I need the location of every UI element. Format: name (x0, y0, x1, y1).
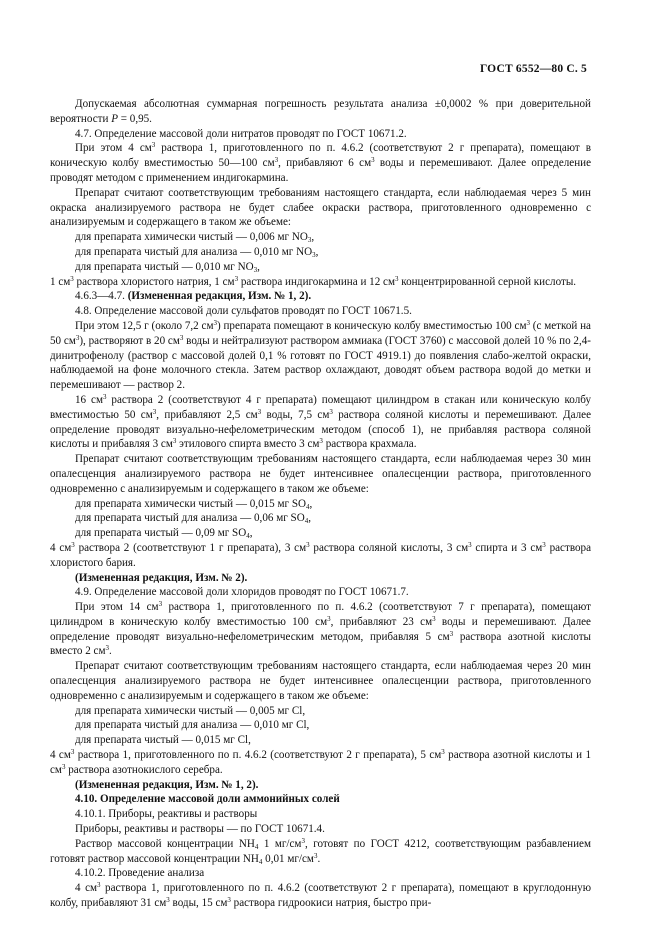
paragraph: 4.8. Определение массовой доли сульфатов проводят по ГОСТ 10671.5. (75, 305, 412, 318)
list-item: для препарата химически чистый — 0,006 мг $NO_3$, (75, 231, 315, 245)
paragraph: 4 $см^3$ раствора 2 (соответствуют 1 г препарата), 3 $см^3$ раствора соляной кислоты, 3 $см^3$ спирта и 3 $см^3$ раствора хлористого бария. (50, 540, 592, 569)
paragraph: Препарат считают соответствующим требованиям настоящего стандарта, если наблюдаемая через 20 мин опалесценция анализируемого раствора не будет интенсивнее опалесценции раствора, приготовленного одновременно с анализируемым и содержащего в таком же объеме: (50, 660, 591, 702)
page-header: ГОСТ 6552—80 С. 5 (479, 63, 587, 75)
paragraph: 1 $см^3$ раствора хлористого натрия, 1 $см^3$ раствора индигокармина и 12 $см^3$ концентрированной серной кислоты. (50, 274, 577, 288)
list-item: для препарата химически чистый — 0,005 мг Cl, (75, 704, 306, 717)
paragraph: 4 $см^3$ раствора 1, приготовленного по п. 4.6.2 (соответствуют 2 г препарата), 5 $см^3$ раствора азотной кислоты и 1 $см^3$ раствора азотнокислого серебра. (50, 748, 591, 776)
paragraph: 4.9. Определение массовой доли хлоридов проводят по ГОСТ 10671.7. (75, 586, 409, 599)
paragraph: 4.10.1. Приборы, реактивы и растворы (75, 808, 258, 821)
paragraph: 4.7. Определение массовой доли нитратов проводят по ГОСТ 10671.2. (75, 127, 407, 140)
paragraph: При этом 14 $см^3$ раствора 1, приготовленного по п. 4.6.2 (соответствуют 7 г препарата), помещают цилиндром в коническую колбу вместимостью 100 $см^3$, прибавляют 23 $см^3$ воды и перемешивают. Далее определение проводят визуально-нефелометрическим методом, прибавляя 5 $см^3$ раствора азотной кислоты вместо 2 $см^3$. (50, 600, 591, 658)
paragraph: 4.10. Определение массовой доли аммонийных солей (75, 793, 340, 806)
list-item: для препарата чистый — 0,015 мг Cl, (75, 734, 251, 747)
list-item: для препарата чистый для анализа — 0,06 мг $SO_4$, (75, 512, 311, 526)
paragraph: (Измененная редакция, Изм. № 2). (75, 571, 248, 584)
paragraph: При этом 12,5 г (около 7,2 $см^3$) препарата помещают в коническую колбу вместимостью 100 $см^3$ (с меткой на 50 $см^3$), растворяют в 20 $см^3$ воды и нейтрализуют раствором аммиака (ГОСТ 3760) с массовой долей 10 % по 2,4-динитрофенолу (раствор с массовой долей 0,1 % готовят по ГОСТ 4919.1) до появления слабо-желтой окраски, наблюдаемой на фоне молочного стекла. Затем раствор охлаждают, доводят объем раствора водой до метки и перемешивают — раствор 2. (50, 318, 591, 392)
paragraph: Препарат считают соответствующим требованиям настоящего стандарта, если наблюдаемая через 30 мин опалесценция анализируемого раствора не будет интенсивнее опалесценции раствора, приготовленного одновременно с анализируемым и содержащего в таком же объеме: (50, 453, 591, 495)
list-item: для препарата чистый — 0,010 мг $NO_3$, (75, 260, 260, 274)
list-item: для препарата чистый — 0,09 мг $SO_4$, (75, 527, 253, 541)
paragraph: Раствор массовой концентрации $NH_4$ 1 $мг/см^3$, готовят по ГОСТ 4212, соответствующим разбавлением готовят раствор массовой концентрации $NH_4$ 0,01 $мг/см^3$. (50, 836, 591, 866)
paragraph: 4.6.3—4.7. (Измененная редакция, Изм. № 1, 2). (75, 290, 312, 303)
paragraph: 16 $см^3$ раствора 2 (соответствуют 4 г препарата) помещают цилиндром в стакан или коническую колбу вместимостью 50 $см^3$, прибавляют 2,5 $см^3$ воды, 7,5 $см^3$ раствора соляной кислоты и перемешивают. Далее определение проводят визуально-нефелометрическим методом (способ 1), не прибавляя раствора соляной кислоты и прибавляя 3 $см^3$ этилового спирта вместо 3 $см^3$ раствора крахмала. (50, 392, 592, 451)
paragraph: Допускаемая абсолютная суммарная погрешность результата анализа ±0,0002 % при доверительной вероятности P = 0,95. (50, 98, 591, 125)
list-item: для препарата чистый для анализа — 0,010 мг $NO_3$, (75, 245, 319, 259)
list-item: для препарата чистый для анализа — 0,010 мг Cl, (75, 719, 310, 732)
document-body (50, 97, 591, 911)
paragraph: При этом 4 $см^3$ раствора 1, приготовленного по п. 4.6.2 (соответствуют 2 г препарата), помещают в коническую колбу вместимостью 50—100 $см^3$, прибавляют 6 $см^3$ воды и перемешивают. Далее определение проводят методом с применением индигокармина. (50, 141, 591, 184)
paragraph: 4.10.2. Проведение анализа (75, 867, 205, 880)
paragraph: 4 $см^3$ раствора 1, приготовленного по п. 4.6.2 (соответствуют 2 г препарата), помещают в круглодонную колбу, прибавляют 31 $см^3$ воды, 15 $см^3$ раствора гидроокиси натрия, быстро при- (50, 881, 591, 910)
paragraph: Приборы, реактивы и растворы — по ГОСТ 10671.4. (75, 823, 325, 836)
paragraph: (Измененная редакция, Изм. № 1, 2). (75, 778, 259, 791)
list-item: для препарата химически чистый — 0,015 мг $SO_4$, (75, 497, 313, 511)
paragraph: Препарат считают соответствующим требованиям настоящего стандарта, если наблюдаемая через 5 мин окраска анализируемого раствора не будет слабее окраски раствора, приготовленного одновременно с анализируемым и содержащего в таком же объеме: (50, 186, 591, 229)
